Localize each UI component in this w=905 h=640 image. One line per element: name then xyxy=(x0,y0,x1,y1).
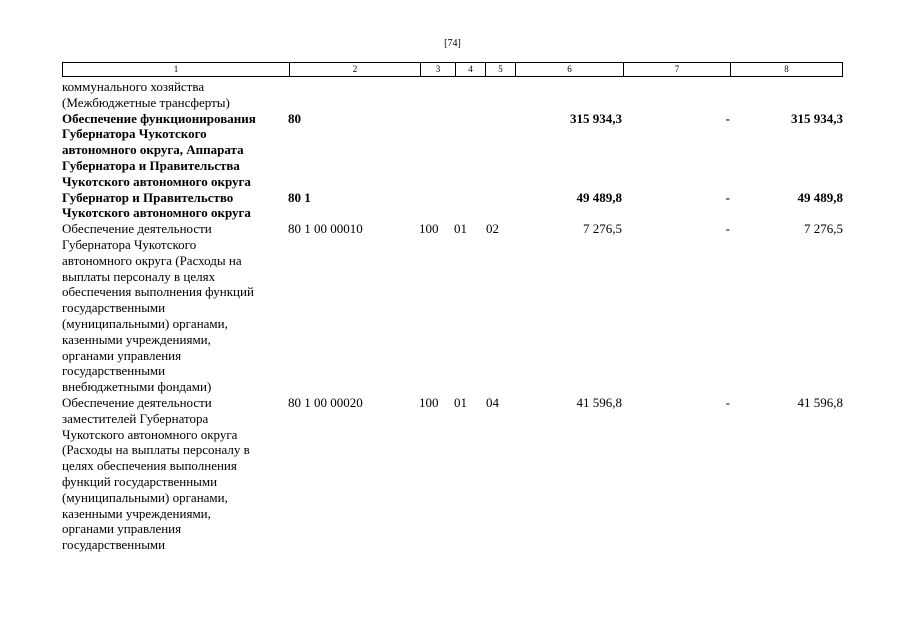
table-row xyxy=(62,221,843,395)
row-amount-7: - xyxy=(725,221,730,237)
row-name-line: (Межбюджетные трансферты) xyxy=(62,94,230,110)
column-number-1: 1 xyxy=(173,64,179,74)
row-expense-type: 100 xyxy=(419,221,439,237)
table-row xyxy=(62,395,843,553)
row-name-line: казенными учреждениями, xyxy=(62,505,211,521)
row-name xyxy=(62,79,286,111)
row-amount-8: 7 276,5 xyxy=(804,221,843,237)
row-amount-7: - xyxy=(725,394,730,410)
row-section: 01 xyxy=(454,394,467,410)
row-name-line: Обеспечение деятельности xyxy=(62,394,212,410)
row-name-line: целях обеспечения выполнения xyxy=(62,458,237,474)
row-name-line: Губернатора и Правительства xyxy=(62,157,240,173)
row-name-line: Губернатор и Правительство xyxy=(62,189,234,205)
column-number-3: 3 xyxy=(420,63,455,76)
table-column-header xyxy=(62,62,843,77)
page-number: [74] xyxy=(444,38,461,49)
column-number-7: 7 xyxy=(623,63,730,76)
row-name-line: Губернатора Чукотского xyxy=(62,126,207,142)
row-amount-6: 49 489,8 xyxy=(576,189,622,205)
column-number-8: 8 xyxy=(730,63,842,76)
row-name-line: Чукотского автономного округа xyxy=(62,426,238,442)
row-section: 01 xyxy=(454,221,467,237)
row-name xyxy=(62,395,286,553)
row-name-line: обеспечения выполнения функций xyxy=(62,284,254,300)
table-row xyxy=(62,79,843,111)
row-amount-8: 315 934,3 xyxy=(791,110,843,126)
row-code: 80 1 00 00020 xyxy=(288,394,363,410)
row-name-line: (Расходы на выплаты персоналу в xyxy=(62,442,250,458)
row-name xyxy=(62,190,286,222)
column-number-6: 6 xyxy=(515,63,623,76)
row-name-line: выплаты персоналу в целях xyxy=(62,268,216,284)
row-code: 80 xyxy=(288,110,301,126)
row-name-line: органами управления xyxy=(62,521,182,537)
row-name-line: Губернатора Чукотского xyxy=(62,236,197,252)
row-name-line: Обеспечение функционирования xyxy=(62,110,256,126)
row-name-line: Чукотского автономного округа xyxy=(62,173,251,189)
table-row xyxy=(62,190,843,222)
row-amount-6: 7 276,5 xyxy=(583,221,622,237)
row-name xyxy=(62,221,286,395)
column-number-4: 4 xyxy=(455,63,485,76)
row-name-line: государственными xyxy=(62,537,166,553)
row-name-line: автономного округа, Аппарата xyxy=(62,142,244,158)
column-number-5: 5 xyxy=(485,63,515,76)
row-name-line: функций государственными xyxy=(62,473,218,489)
budget-table-body xyxy=(62,79,843,553)
row-name-line: коммунального хозяйства xyxy=(62,79,205,94)
row-subsection: 02 xyxy=(486,221,499,237)
row-name-line: казенными учреждениями, xyxy=(62,331,211,347)
row-code: 80 1 xyxy=(288,189,311,205)
row-name-line: заместителей Губернатора xyxy=(62,410,209,426)
table-row xyxy=(62,111,843,190)
row-amount-6: 41 596,8 xyxy=(576,394,622,410)
row-name-line: органами управления xyxy=(62,347,182,363)
row-name-line: государственными xyxy=(62,300,166,316)
row-name-line: автономного округа (Расходы на xyxy=(62,252,242,268)
row-amount-8: 41 596,8 xyxy=(797,394,843,410)
row-name-line: (муниципальными) органами, xyxy=(62,315,228,331)
column-number-2: 2 xyxy=(289,63,420,76)
row-name-line: Обеспечение деятельности xyxy=(62,221,212,237)
row-subsection: 04 xyxy=(486,394,499,410)
row-name-line: государственными xyxy=(62,363,166,379)
row-name-line: Чукотского автономного округа xyxy=(62,205,251,221)
row-amount-6: 315 934,3 xyxy=(570,110,622,126)
row-name-line: внебюджетными фондами) xyxy=(62,379,212,395)
row-amount-7: - xyxy=(725,110,730,126)
row-code: 80 1 00 00010 xyxy=(288,221,363,237)
row-name-line: (муниципальными) органами, xyxy=(62,489,228,505)
row-amount-7: - xyxy=(725,189,730,205)
row-expense-type: 100 xyxy=(419,394,439,410)
row-amount-8: 49 489,8 xyxy=(797,189,843,205)
row-name xyxy=(62,111,286,190)
